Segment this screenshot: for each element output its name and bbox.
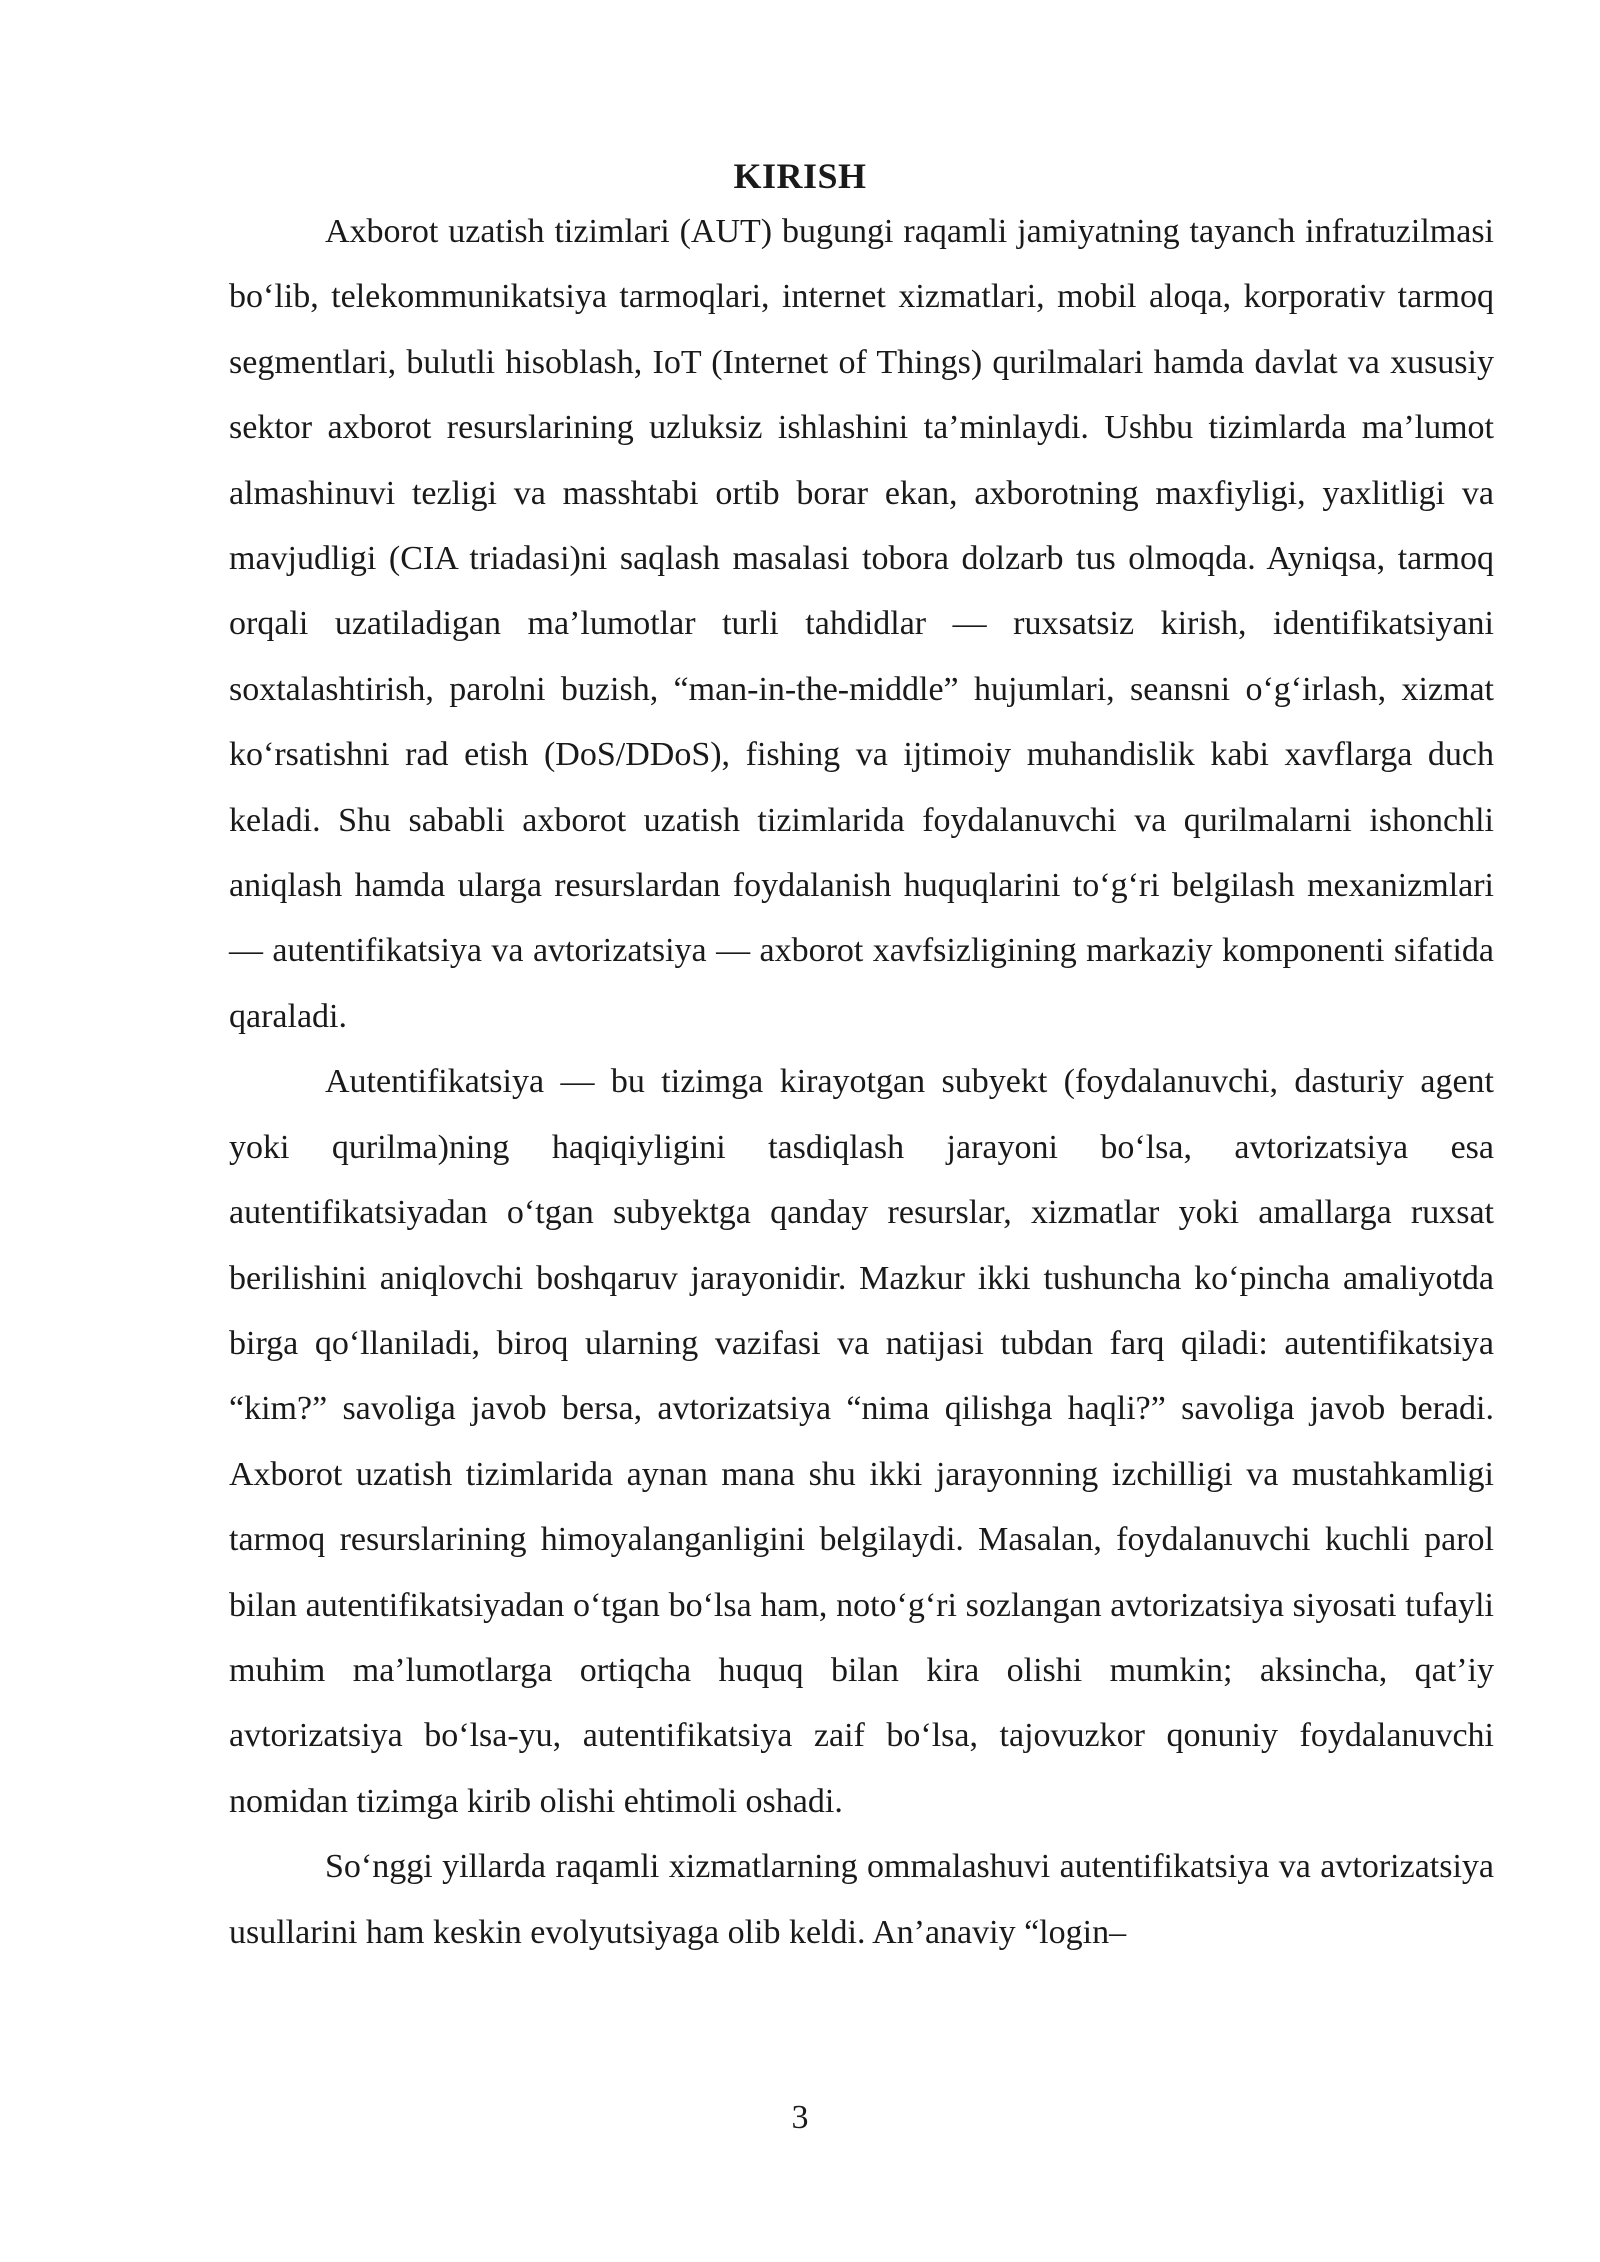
section-heading: KIRISH [733, 156, 867, 196]
paragraph-1: Axborot uzatish tizimlari (AUT) bugungi raqamli jamiyatning tayanch infratuzilmasi bo‘lib, telekommunikatsiya tarmoqlari, internet xizmatlari, mobil aloqa, korporativ tarmoq segmentlari, bulutli hisoblash, IoT (Internet of Things) qurilmalari hamda davlat va xususiy sektor axborot resurslarining uzluksiz ishlashini ta’minlaydi. Ushbu tizimlarda ma’lumot almashinuvi tezligi va masshtabi ortib borar ekan, axborotning maxfiyligi, yaxlitligi va mavjudligi (CIA triadasi)ni saqlash masalasi tobora dolzarb tus olmoqda. Ayniqsa, tarmoq orqali uzatiladigan ma’lumotlar turli tahdidlar — ruxsatsiz kirish, identifikatsiyani soxtalashtirish, parolni buzish, “man-in-the-middle” hujumlari, seansni o‘g‘irlash, xizmat ko‘rsatishni rad etish (DoS/DDoS), fishing va ijtimoiy muhandislik kabi xavflarga duch keladi. Shu sababli axborot uzatish tizimlarida foydalanuvchi va qurilmalarni ishonchli aniqlash hamda ularga resurslardan foydalanish huquqlarini to‘g‘ri belgilash mexanizmlari — autentifikatsiya va avtorizatsiya — axborot xavfsizligining markaziy komponenti sifatida qaraladi. [229, 213, 1494, 1035]
paragraph-3: So‘nggi yillarda raqamli xizmatlarning ommalashuvi autentifikatsiya va avtorizatsiya usullarini ham keskin evolyutsiyaga olib keldi. An’anaviy “login– [229, 1848, 1494, 1951]
paragraph-2: Autentifikatsiya — bu tizimga kirayotgan subyekt (foydalanuvchi, dasturiy agent yoki qurilma)ning haqiqiyligini tasdiqlash jarayoni bo‘lsa, avtorizatsiya esa autentifikatsiyadan o‘tgan subyektga qanday resurslar, xizmatlar yoki amallarga ruxsat berilishini aniqlovchi boshqaruv jarayonidir. Mazkur ikki tushuncha ko‘pincha amaliyotda birga qo‘llaniladi, biroq ularning vazifasi va natijasi tubdan farq qiladi: autentifikatsiya “kim?” savoliga javob bersa, avtorizatsiya “nima qilishga haqli?” savoliga javob beradi. Axborot uzatish tizimlarida aynan mana shu ikki jarayonning izchilligi va mustahkamligi tarmoq resurslarining himoyalanganligini belgilaydi. Masalan, foydalanuvchi kuchli parol bilan autentifikatsiyadan o‘tgan bo‘lsa ham, noto‘g‘ri sozlangan avtorizatsiya siyosati tufayli muhim ma’lumotlarga ortiqcha huquq bilan kira olishi mumkin; aksincha, qat’iy avtorizatsiya bo‘lsa-yu, autentifikatsiya zaif bo‘lsa, tajovuzkor qonuniy foydalanuvchi nomidan tizimga kirib olishi ehtimoli oshadi. [229, 1063, 1494, 1820]
page-number: 3 [791, 2099, 809, 2136]
body-text [229, 199, 1494, 1965]
